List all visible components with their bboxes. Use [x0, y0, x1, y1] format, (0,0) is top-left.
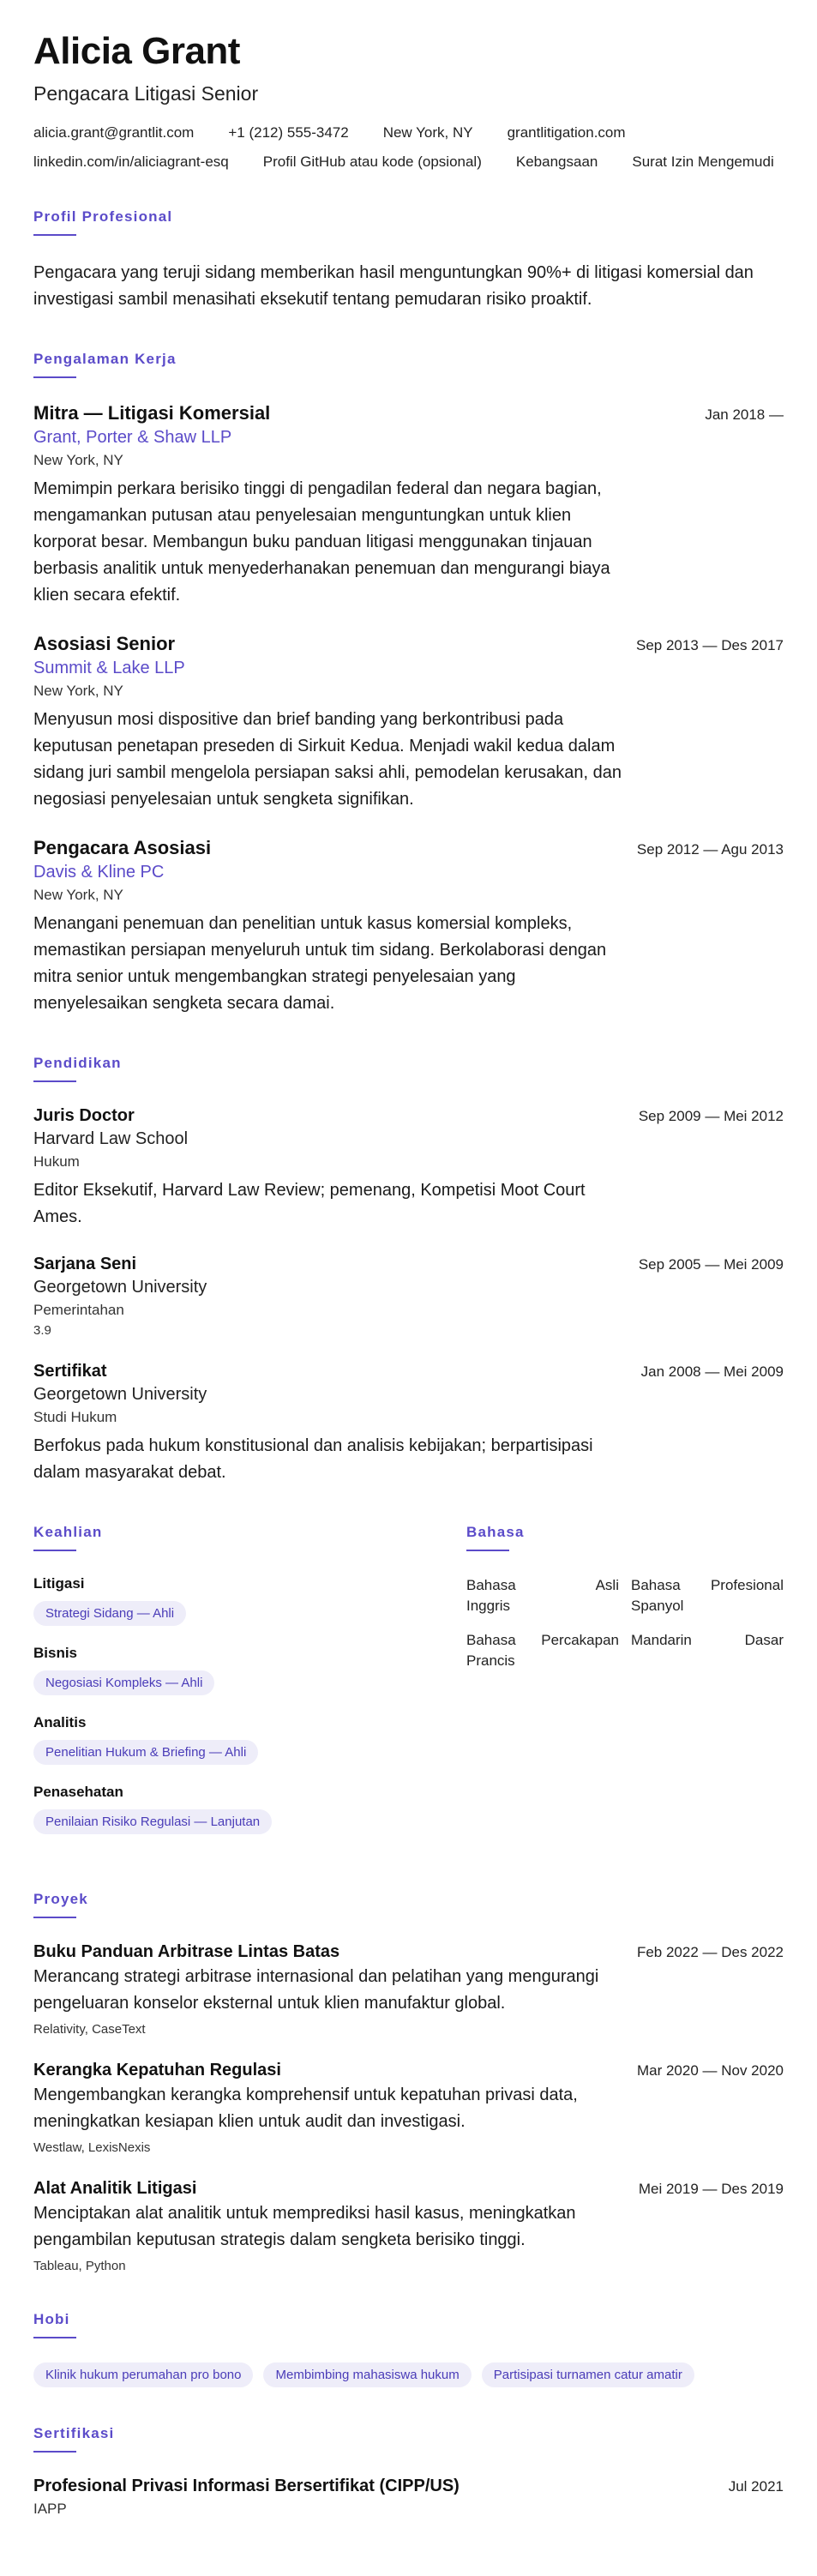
contact-license: Surat Izin Mengemudi — [632, 153, 774, 171]
section-divider — [33, 1917, 76, 1918]
contact-phone[interactable]: +1 (212) 555-3472 — [228, 124, 349, 141]
job-date: Jan 2018 — — [705, 406, 784, 424]
section-title: Proyek — [33, 1891, 88, 1908]
degree-title: Sertifikat — [33, 1362, 107, 1381]
skill-chip: Negosiasi Kompleks — Ahli — [33, 1670, 214, 1695]
section-divider — [33, 2337, 76, 2338]
project-tools: Relativity, CaseText — [33, 2022, 146, 2037]
experience-section — [33, 351, 784, 1017]
school-name: Georgetown University — [33, 1385, 207, 1405]
language-level: Percakapan — [541, 1631, 619, 1648]
section-divider — [33, 1080, 76, 1082]
project-tools: Tableau, Python — [33, 2259, 126, 2274]
projects-section — [33, 1891, 784, 2273]
certification-title: Profesional Privasi Informasi Bersertifikat (CIPP/US) — [33, 2477, 460, 2496]
education-section — [33, 1055, 784, 1486]
skill-group — [33, 1784, 466, 1834]
section-title: Hobi — [33, 2311, 70, 2328]
language-name: Bahasa Inggris — [466, 1577, 516, 1615]
project-entry — [33, 2061, 784, 2155]
job-location: New York, NY — [33, 683, 123, 700]
languages-section — [466, 1524, 784, 1853]
project-description: Menciptakan alat analitik untuk memprediksi hasil kasus, meningkatkan pengambilan keputusan strategis dalam sengketa berisiko tinggi. — [33, 2204, 576, 2250]
contact-website[interactable]: grantlitigation.com — [507, 124, 626, 141]
contact-location: New York, NY — [382, 124, 473, 141]
certification-entry — [33, 2477, 784, 2518]
education-date: Jan 2008 — Mei 2009 — [640, 1363, 784, 1381]
job-description: Menyusun mosi dispositive dan brief banding yang berkontribusi pada keputusan penetapan preseden di Sirkuit Kedua. Menjadi wakil kedua dalam sidang juri sambil mengelola persiapan saksi ahli, pemodelan kerusakan, dan negosiasi penyelesaian untuk sengketa signifikan. — [33, 710, 622, 810]
section-divider — [33, 234, 76, 236]
skills-section — [33, 1524, 466, 1853]
section-divider — [466, 1550, 509, 1551]
project-description: Merancang strategi arbitrase internasional dan pelatihan yang mengurangi pengeluaran konselor eksternal untuk klien manufaktur global. — [33, 1967, 599, 2013]
job-description: Memimpin perkara berisiko tinggi di pengadilan federal dan negara bagian, mengamankan putusan atau penyelesaian menguntungkan untuk klien korporat besar. Membangun buku panduan litigasi menggunakan tinjauan berbasis analitik untuk menyederhanakan penemuan dan mengurangi biaya klien secara efektif. — [33, 479, 610, 605]
job-company: Grant, Porter & Shaw LLP — [33, 428, 232, 448]
field-of-study: Hukum — [33, 1153, 80, 1171]
hobbies-section — [33, 2311, 784, 2387]
job-location: New York, NY — [33, 452, 123, 469]
job-description: Menangani penemuan dan penelitian untuk kasus komersial kompleks, memastikan persiapan menyeluruh untuk tim sidang. Berkolaborasi dengan mitra senior untuk mengembangkan strategi penyelesaian yang menyelesaikan sengketa secara damai. — [33, 914, 607, 1014]
experience-entry — [33, 633, 784, 813]
gpa-value: 3.9 — [33, 1323, 51, 1339]
section-title: Bahasa — [466, 1524, 525, 1541]
job-title: Mitra — Litigasi Komersial — [33, 402, 271, 424]
skill-chip: Penelitian Hukum & Briefing — Ahli — [33, 1740, 258, 1765]
job-date: Sep 2012 — Agu 2013 — [636, 841, 784, 858]
section-title: Pengalaman Kerja — [33, 351, 177, 368]
certification-issuer: IAPP — [33, 2501, 67, 2518]
job-company: Summit & Lake LLP — [33, 659, 185, 678]
skill-chip: Strategi Sidang — Ahli — [33, 1601, 186, 1626]
job-company: Davis & Kline PC — [33, 863, 165, 882]
candidate-name: Alicia Grant — [33, 30, 240, 72]
job-date: Sep 2013 — Des 2017 — [635, 637, 784, 654]
skill-category: Penasehatan — [33, 1784, 123, 1801]
project-tools: Westlaw, LexisNexis — [33, 2140, 151, 2156]
education-description: Berfokus pada hukum konstitusional dan analisis kebijakan; berpartisipasi dalam masyarakat debat. — [33, 1436, 593, 1483]
experience-entry — [33, 402, 784, 609]
hobby-list — [33, 2362, 784, 2387]
education-date: Sep 2009 — Mei 2012 — [638, 1108, 784, 1125]
project-entry — [33, 2179, 784, 2273]
project-title: Kerangka Kepatuhan Regulasi — [33, 2061, 281, 2080]
language-item — [631, 1630, 784, 1671]
field-of-study: Studi Hukum — [33, 1409, 117, 1426]
section-title: Keahlian — [33, 1524, 103, 1541]
education-entry — [33, 1106, 784, 1231]
section-title: Profil Profesional — [33, 208, 173, 226]
skill-category: Litigasi — [33, 1575, 85, 1592]
skill-category: Analitis — [33, 1714, 87, 1731]
language-item — [466, 1630, 619, 1671]
profile-section — [33, 208, 784, 313]
contact-linkedin[interactable]: linkedin.com/in/aliciagrant-esq — [33, 153, 229, 171]
certification-date: Jul 2021 — [728, 2478, 784, 2495]
education-description: Editor Eksekutif, Harvard Law Review; pemenang, Kompetisi Moot Court Ames. — [33, 1181, 586, 1227]
language-name: Mandarin — [631, 1631, 692, 1648]
skill-chip: Penilaian Risiko Regulasi — Lanjutan — [33, 1809, 272, 1834]
skill-group — [33, 1575, 466, 1626]
skills-languages-row — [33, 1524, 784, 1853]
field-of-study: Pemerintahan — [33, 1302, 124, 1319]
hobby-chip: Klinik hukum perumahan pro bono — [33, 2362, 253, 2387]
job-location: New York, NY — [33, 887, 123, 904]
resume-header — [33, 31, 784, 171]
language-name: Bahasa Prancis — [466, 1631, 516, 1669]
language-level: Asli — [595, 1577, 619, 1594]
experience-entry — [33, 837, 784, 1017]
project-description: Mengembangkan kerangka komprehensif untuk kepatuhan privasi data, meningkatkan kesiapan klien untuk audit dan investigasi. — [33, 2085, 578, 2132]
education-date: Sep 2005 — Mei 2009 — [638, 1256, 784, 1273]
project-title: Buku Panduan Arbitrase Lintas Batas — [33, 1942, 340, 1962]
project-date: Feb 2022 — Des 2022 — [636, 1944, 784, 1961]
education-entry — [33, 1255, 784, 1338]
language-item — [631, 1575, 784, 1616]
section-title: Pendidikan — [33, 1055, 122, 1072]
skill-category: Bisnis — [33, 1645, 78, 1662]
skill-group — [33, 1714, 466, 1765]
contact-list — [33, 124, 788, 171]
language-name: Bahasa Spanyol — [631, 1577, 684, 1615]
contact-nationality: Kebangsaan — [515, 153, 598, 171]
section-divider — [33, 2451, 76, 2453]
degree-title: Sarjana Seni — [33, 1255, 137, 1274]
candidate-role: Pengacara Litigasi Senior — [33, 82, 259, 105]
contact-email[interactable]: alicia.grant@grantlit.com — [33, 124, 195, 141]
hobby-chip: Membimbing mahasiswa hukum — [263, 2362, 471, 2387]
profile-summary: Pengacara yang teruji sidang memberikan hasil menguntungkan 90%+ di litigasi komersial dan investigasi sambil menasihati eksekutif tentang pemudaran risiko proaktif. — [33, 263, 754, 310]
education-entry — [33, 1362, 784, 1486]
job-title: Pengacara Asosiasi — [33, 837, 212, 859]
job-title: Asosiasi Senior — [33, 633, 176, 655]
certifications-section — [33, 2425, 784, 2518]
section-title: Sertifikasi — [33, 2425, 115, 2442]
degree-title: Juris Doctor — [33, 1106, 135, 1126]
school-name: Georgetown University — [33, 1278, 207, 1297]
school-name: Harvard Law School — [33, 1129, 189, 1149]
project-title: Alat Analitik Litigasi — [33, 2179, 197, 2199]
project-entry — [33, 1942, 784, 2037]
section-divider — [33, 1550, 76, 1551]
project-date: Mei 2019 — Des 2019 — [638, 2181, 784, 2198]
language-item — [466, 1575, 619, 1616]
skill-group — [33, 1645, 466, 1695]
project-date: Mar 2020 — Nov 2020 — [636, 2062, 784, 2079]
contact-github[interactable]: Profil GitHub atau kode (opsional) — [262, 153, 482, 171]
language-level: Dasar — [744, 1631, 784, 1648]
hobby-chip: Partisipasi turnamen catur amatir — [482, 2362, 694, 2387]
language-grid — [466, 1575, 784, 1670]
language-level: Profesional — [710, 1577, 784, 1594]
section-divider — [33, 376, 76, 378]
